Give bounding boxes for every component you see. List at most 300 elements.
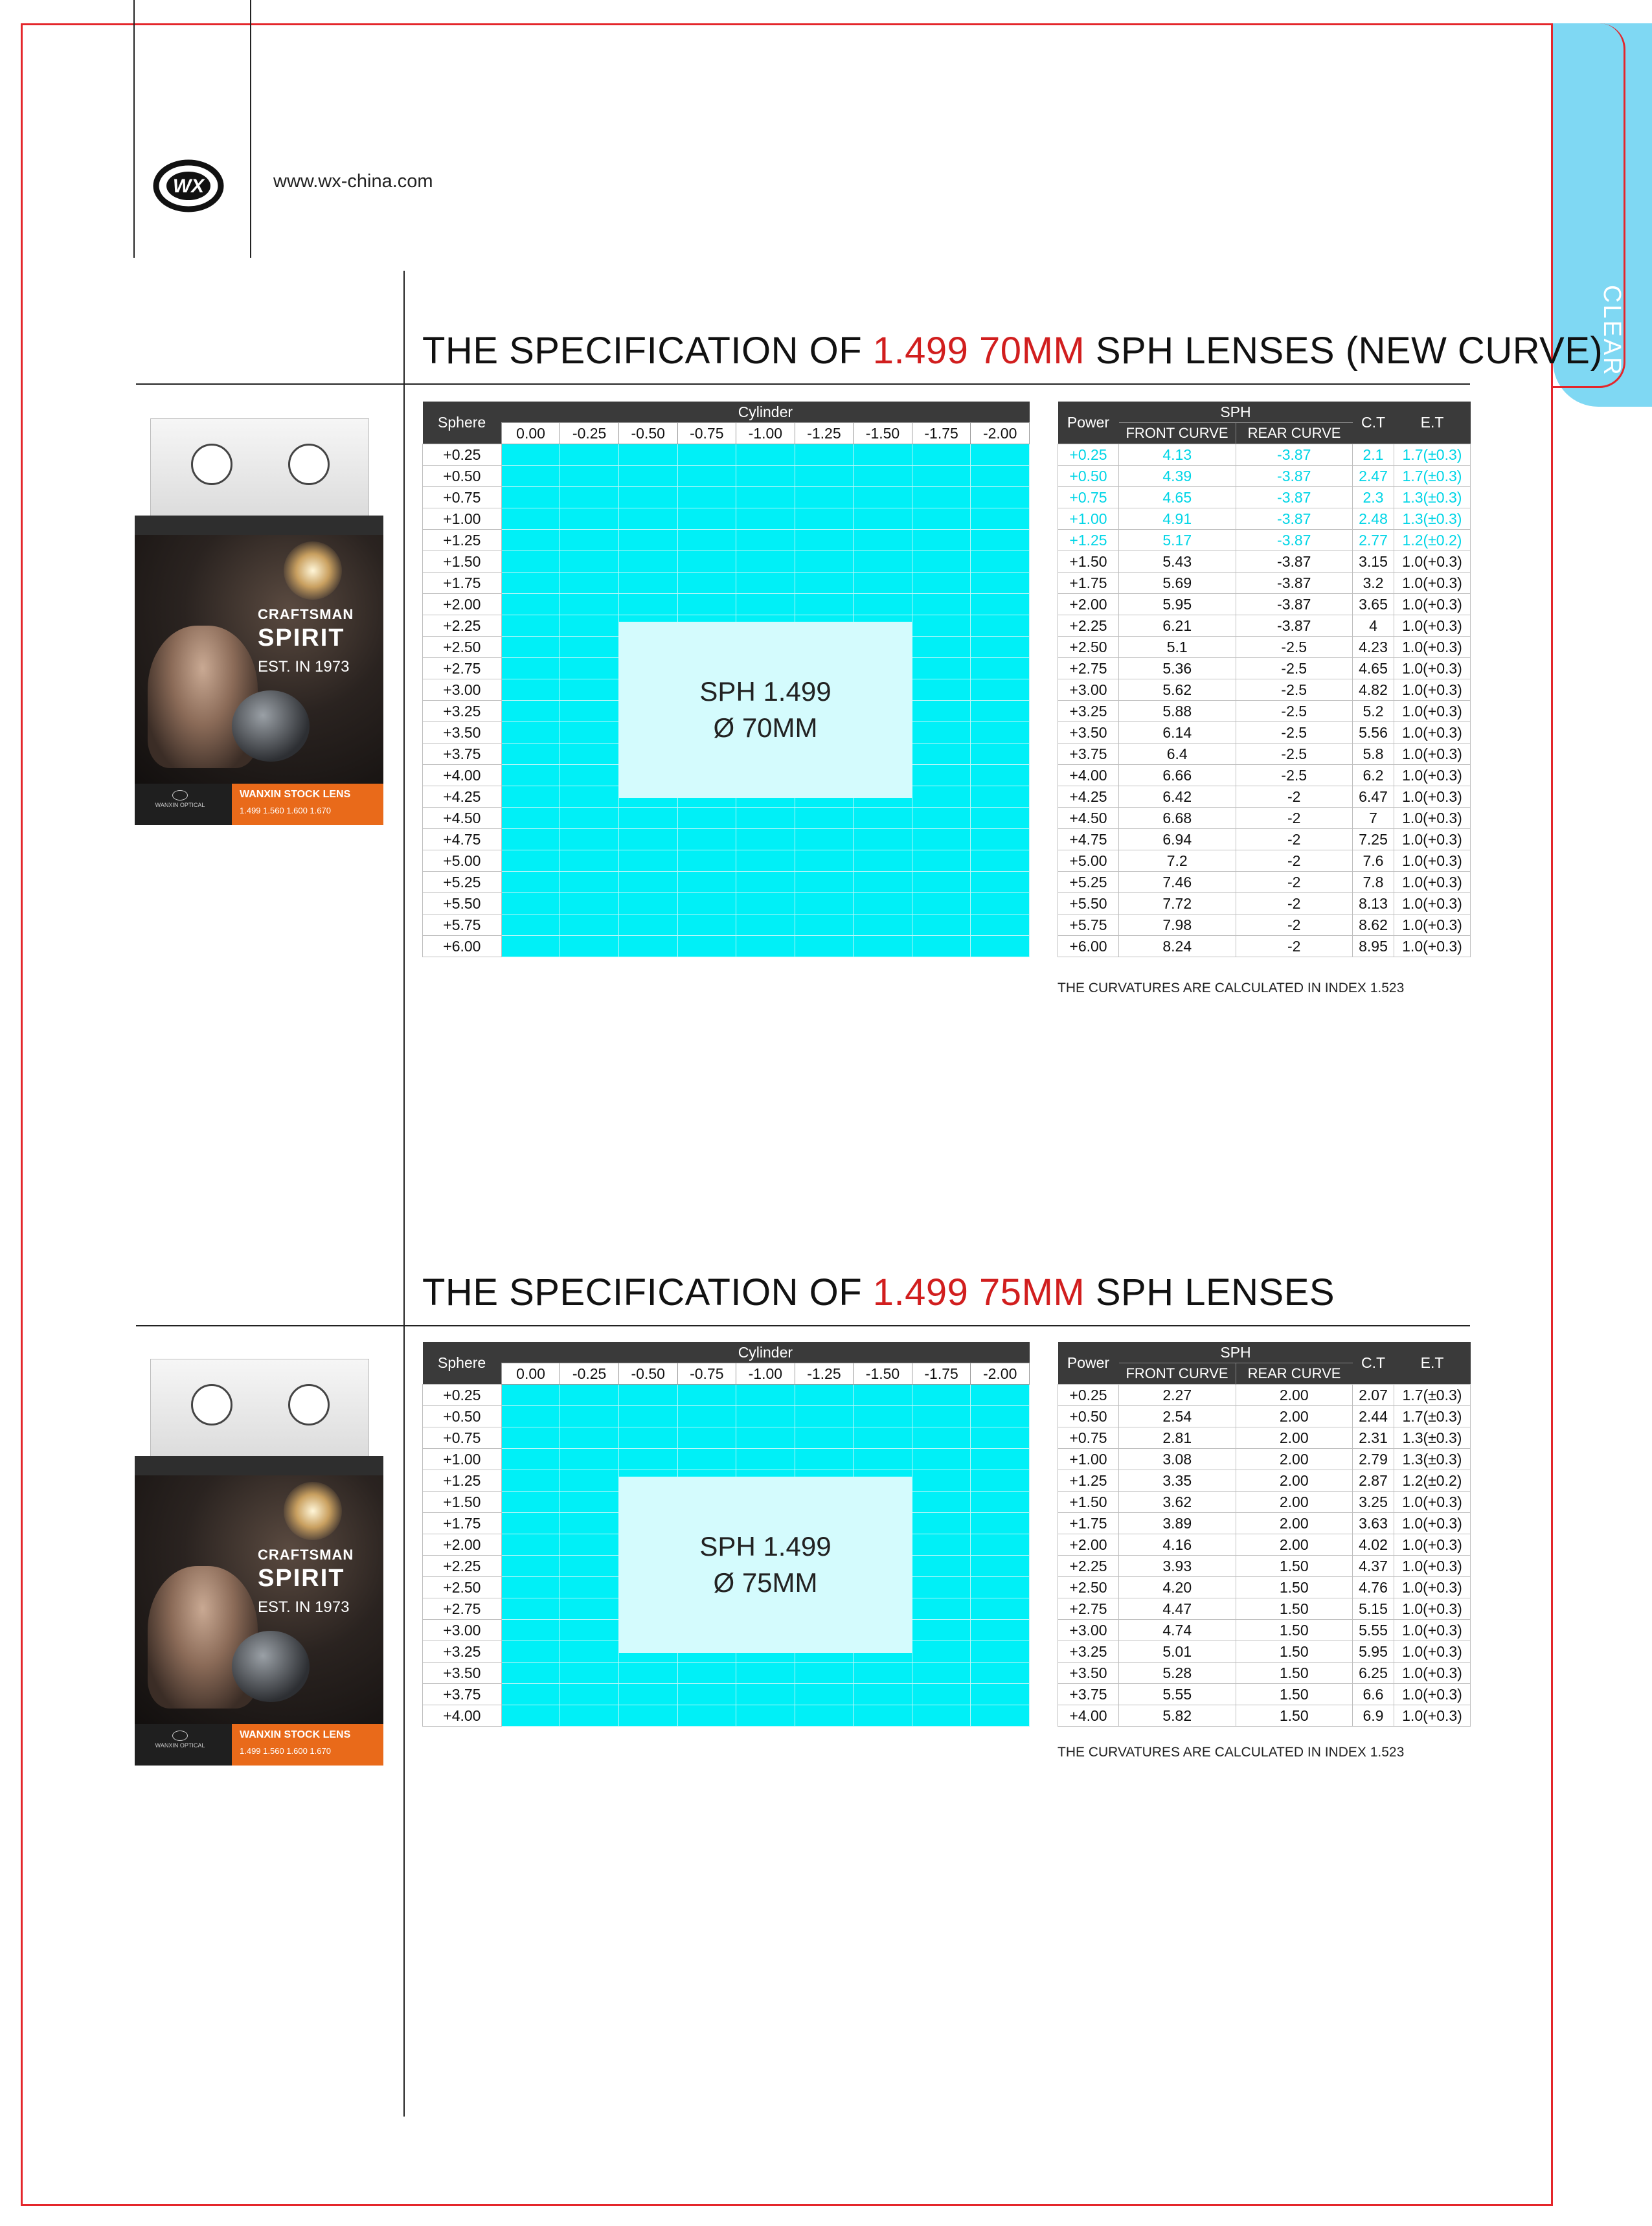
package-hanger: [150, 418, 369, 516]
sphere-value: +4.00: [423, 765, 502, 786]
availability-cell: [618, 444, 677, 466]
et-value: 1.0(+0.3): [1394, 786, 1471, 808]
availability-cell: [501, 1427, 560, 1449]
availability-cell: [795, 551, 854, 573]
availability-cell: [912, 1492, 971, 1513]
availability-cell: [971, 786, 1030, 808]
availability-cell: [560, 487, 619, 508]
cylinder-value: -1.00: [736, 423, 795, 444]
availability-cell: [971, 1470, 1030, 1492]
availability-cell: [912, 679, 971, 701]
ct-value: 5.55: [1353, 1620, 1394, 1641]
availability-cell: [560, 551, 619, 573]
availability-cell: [912, 893, 971, 914]
et-value: 1.0(+0.3): [1394, 1598, 1471, 1620]
power-row: [1058, 1449, 1471, 1470]
power-value: +0.50: [1058, 1406, 1119, 1427]
availability-cell: [971, 1577, 1030, 1598]
power-row: [1058, 1406, 1471, 1427]
sphere-row: [423, 487, 1030, 508]
rear-curve-header: REAR CURVE: [1236, 423, 1353, 444]
sphere-value: +4.25: [423, 786, 502, 808]
et-value: 1.0(+0.3): [1394, 829, 1471, 850]
availability-cell: [560, 1684, 619, 1705]
power-row: [1058, 444, 1471, 466]
availability-cell: [618, 829, 677, 850]
divider-line: [403, 271, 405, 2117]
availability-cell: [501, 573, 560, 594]
sphere-row: [423, 508, 1030, 530]
rear-curve-value: -2: [1236, 914, 1353, 936]
sphere-value: +3.75: [423, 744, 502, 765]
power-row: [1058, 508, 1471, 530]
availability-cell: [736, 508, 795, 530]
availability-cell: [501, 1470, 560, 1492]
availability-cell: [971, 765, 1030, 786]
cylinder-value: -1.00: [736, 1363, 795, 1385]
availability-cell: [912, 1406, 971, 1427]
rear-curve-value: -2.5: [1236, 722, 1353, 744]
availability-cell: [971, 1427, 1030, 1449]
power-value: +1.50: [1058, 551, 1119, 573]
availability-cell: [854, 1705, 912, 1727]
availability-cell: [501, 1449, 560, 1470]
availability-cell: [560, 679, 619, 701]
hanger-hole: [288, 1384, 330, 1425]
availability-cell: [795, 1663, 854, 1684]
availability-cell: [971, 808, 1030, 829]
rear-curve-value: -2: [1236, 829, 1353, 850]
availability-cell: [736, 551, 795, 573]
availability-cell: [560, 444, 619, 466]
power-row: [1058, 1556, 1471, 1577]
availability-cell: [618, 594, 677, 615]
availability-cell: [854, 1684, 912, 1705]
availability-cell: [560, 744, 619, 765]
package-shoulder: [135, 1456, 383, 1475]
availability-cell: [854, 530, 912, 551]
availability-cell: [912, 466, 971, 487]
sphere-value: +1.25: [423, 1470, 502, 1492]
availability-cell: [912, 1534, 971, 1556]
availability-cell: [501, 722, 560, 744]
availability-cell: [501, 744, 560, 765]
rear-curve-value: 1.50: [1236, 1705, 1353, 1727]
availability-cell: [854, 893, 912, 914]
availability-cell: [677, 872, 736, 893]
logo-text: WX: [172, 176, 205, 197]
sphere-value: +3.75: [423, 1684, 502, 1705]
availability-cell: [795, 914, 854, 936]
rear-curve-value: -3.87: [1236, 530, 1353, 551]
ct-value: 3.25: [1353, 1492, 1394, 1513]
power-value: +5.75: [1058, 914, 1119, 936]
power-value: +2.75: [1058, 1598, 1119, 1620]
power-row: [1058, 914, 1471, 936]
et-value: 1.0(+0.3): [1394, 1641, 1471, 1663]
availability-cell: [560, 1449, 619, 1470]
availability-cell: [560, 1470, 619, 1492]
rear-curve-value: -2.5: [1236, 637, 1353, 658]
availability-cell: [736, 1684, 795, 1705]
availability-cell: [560, 1556, 619, 1577]
availability-cell: [736, 1427, 795, 1449]
front-curve-value: 6.66: [1119, 765, 1236, 786]
sphere-row: [423, 444, 1030, 466]
availability-cell: [560, 1385, 619, 1406]
front-curve-value: 4.20: [1119, 1577, 1236, 1598]
section2-rule: [136, 1325, 1470, 1326]
frame-bottom-line: [21, 2204, 1553, 2206]
rear-curve-value: -3.87: [1236, 508, 1353, 530]
availability-cell: [501, 444, 560, 466]
ct-value: 3.2: [1353, 573, 1394, 594]
front-curve-value: 5.55: [1119, 1684, 1236, 1705]
rear-curve-value: 1.50: [1236, 1598, 1353, 1620]
availability-cell: [736, 829, 795, 850]
sphere-row: [423, 1449, 1030, 1470]
availability-cell: [501, 1705, 560, 1727]
et-value: 1.0(+0.3): [1394, 701, 1471, 722]
rear-curve-value: 2.00: [1236, 1449, 1353, 1470]
availability-cell: [677, 808, 736, 829]
overlay-text: SPH 1.499: [699, 676, 832, 707]
availability-cell: [560, 850, 619, 872]
availability-cell: [854, 466, 912, 487]
rear-curve-value: -2.5: [1236, 744, 1353, 765]
cylinder-values-row: [423, 1363, 1030, 1385]
availability-cell: [795, 594, 854, 615]
sphere-value: +1.50: [423, 551, 502, 573]
availability-cell: [501, 893, 560, 914]
availability-cell: [677, 893, 736, 914]
power-row: [1058, 1598, 1471, 1620]
et-value: 1.0(+0.3): [1394, 1513, 1471, 1534]
availability-cell: [736, 893, 795, 914]
package-indices: 1.499 1.560 1.600 1.670: [240, 806, 331, 815]
availability-cell: [912, 829, 971, 850]
availability-cell: [854, 1427, 912, 1449]
availability-cell: [560, 1427, 619, 1449]
front-curve-value: 2.54: [1119, 1406, 1236, 1427]
front-curve-value: 6.14: [1119, 722, 1236, 744]
availability-cell: [854, 444, 912, 466]
availability-cell: [501, 615, 560, 637]
availability-cell: [736, 1406, 795, 1427]
power-row: [1058, 1663, 1471, 1684]
rear-curve-value: -3.87: [1236, 466, 1353, 487]
availability-cell: [677, 829, 736, 850]
power-row: [1058, 1577, 1471, 1598]
sphere-value: +5.50: [423, 893, 502, 914]
package-photo: [135, 535, 383, 784]
cylinder-value: -1.25: [795, 1363, 854, 1385]
ct-value: 4.37: [1353, 1556, 1394, 1577]
power-value: +0.75: [1058, 1427, 1119, 1449]
lamp-light: [284, 541, 342, 600]
power-row: [1058, 573, 1471, 594]
power-value: +1.75: [1058, 573, 1119, 594]
ct-value: 2.1: [1353, 444, 1394, 466]
cylinder-value: -1.50: [854, 1363, 912, 1385]
cylinder-value: -0.50: [618, 423, 677, 444]
sphere-value: +1.25: [423, 530, 502, 551]
package-indices: 1.499 1.560 1.600 1.670: [240, 1746, 331, 1756]
ct-value: 2.3: [1353, 487, 1394, 508]
availability-cell: [971, 829, 1030, 850]
power-row: [1058, 829, 1471, 850]
sph-range-overlay: [618, 622, 912, 798]
availability-cell: [560, 466, 619, 487]
power-value: +2.25: [1058, 1556, 1119, 1577]
availability-cell: [560, 637, 619, 658]
availability-cell: [854, 487, 912, 508]
availability-cell: [736, 850, 795, 872]
package-footer: [135, 1724, 383, 1766]
availability-cell: [854, 829, 912, 850]
availability-cell: [560, 872, 619, 893]
power-row: [1058, 487, 1471, 508]
rear-curve-value: -2: [1236, 850, 1353, 872]
rear-curve-value: -3.87: [1236, 594, 1353, 615]
availability-cell: [677, 1427, 736, 1449]
mini-logo-icon: [172, 1731, 188, 1741]
sphere-row: [423, 1684, 1030, 1705]
front-curve-value: 6.94: [1119, 829, 1236, 850]
availability-cell: [971, 637, 1030, 658]
availability-cell: [971, 744, 1030, 765]
availability-cell: [854, 1663, 912, 1684]
availability-cell: [912, 765, 971, 786]
availability-cell: [971, 615, 1030, 637]
power-header: Power: [1058, 402, 1119, 444]
et-value: 1.0(+0.3): [1394, 808, 1471, 829]
availability-cell: [618, 808, 677, 829]
availability-cell: [736, 594, 795, 615]
availability-cell: [677, 487, 736, 508]
sph-header: SPH: [1119, 1342, 1353, 1363]
sphere-row: [423, 573, 1030, 594]
front-curve-value: 4.13: [1119, 444, 1236, 466]
website-url[interactable]: www.wx-china.com: [273, 171, 433, 192]
availability-cell: [736, 530, 795, 551]
availability-cell: [677, 466, 736, 487]
lens-package-image: [135, 1359, 383, 1766]
availability-cell: [736, 1449, 795, 1470]
ct-value: 3.63: [1353, 1513, 1394, 1534]
sphere-row: [423, 1663, 1030, 1684]
et-value: 1.0(+0.3): [1394, 1577, 1471, 1598]
rear-curve-value: -2: [1236, 872, 1353, 893]
package-footer: [135, 784, 383, 825]
availability-cell: [912, 1556, 971, 1577]
rear-curve-value: 2.00: [1236, 1427, 1353, 1449]
power-row: [1058, 701, 1471, 722]
front-curve-value: 6.68: [1119, 808, 1236, 829]
availability-cell: [677, 1663, 736, 1684]
sphere-value: +0.50: [423, 466, 502, 487]
sphere-value: +6.00: [423, 936, 502, 957]
sphere-value: +3.00: [423, 679, 502, 701]
power-value: +1.00: [1058, 508, 1119, 530]
availability-cell: [560, 508, 619, 530]
power-value: +3.50: [1058, 1663, 1119, 1684]
et-value: 1.0(+0.3): [1394, 615, 1471, 637]
rear-curve-value: -3.87: [1236, 615, 1353, 637]
sphere-value: +1.00: [423, 1449, 502, 1470]
availability-cell: [501, 679, 560, 701]
availability-cell: [971, 1705, 1030, 1727]
ct-value: 6.47: [1353, 786, 1394, 808]
availability-cell: [795, 1385, 854, 1406]
rear-curve-value: -3.87: [1236, 487, 1353, 508]
lamp-light: [284, 1482, 342, 1540]
power-value: +4.25: [1058, 786, 1119, 808]
ct-header: C.T: [1353, 402, 1394, 444]
availability-cell: [912, 1577, 971, 1598]
availability-cell: [912, 722, 971, 744]
front-curve-value: 5.82: [1119, 1705, 1236, 1727]
availability-cell: [501, 829, 560, 850]
curvature-note: THE CURVATURES ARE CALCULATED IN INDEX 1.523: [1058, 981, 1405, 995]
sphere-row: [423, 893, 1030, 914]
et-value: 1.0(+0.3): [1394, 765, 1471, 786]
lens-package-image: [135, 418, 383, 825]
et-value: 1.0(+0.3): [1394, 744, 1471, 765]
availability-cell: [854, 551, 912, 573]
lens-shape: [232, 1631, 310, 1702]
availability-cell: [618, 1427, 677, 1449]
front-curve-value: 5.69: [1119, 573, 1236, 594]
availability-cell: [912, 1598, 971, 1620]
availability-cell: [854, 1385, 912, 1406]
availability-cell: [618, 1684, 677, 1705]
sphere-value: +1.75: [423, 573, 502, 594]
availability-cell: [560, 765, 619, 786]
availability-cell: [971, 1385, 1030, 1406]
front-curve-value: 4.65: [1119, 487, 1236, 508]
front-curve-value: 3.89: [1119, 1513, 1236, 1534]
overlay-text: SPH 1.499: [699, 1531, 832, 1562]
package-text: SPIRIT: [258, 1565, 345, 1592]
sphere-value: +3.25: [423, 701, 502, 722]
front-curve-value: 7.46: [1119, 872, 1236, 893]
power-row: [1058, 466, 1471, 487]
section1-rule: [136, 383, 1470, 385]
power-row: [1058, 786, 1471, 808]
front-curve-value: 3.62: [1119, 1492, 1236, 1513]
availability-cell: [618, 551, 677, 573]
rear-curve-value: -2.5: [1236, 765, 1353, 786]
power-row: [1058, 722, 1471, 744]
front-curve-header: FRONT CURVE: [1119, 1363, 1236, 1385]
package-text: SPIRIT: [258, 624, 345, 652]
sphere-value: +2.50: [423, 637, 502, 658]
rear-curve-value: 1.50: [1236, 1556, 1353, 1577]
power-value: +4.50: [1058, 808, 1119, 829]
front-curve-value: 7.72: [1119, 893, 1236, 914]
power-row: [1058, 1513, 1471, 1534]
et-value: 1.0(+0.3): [1394, 679, 1471, 701]
availability-cell: [795, 1449, 854, 1470]
availability-cell: [677, 1406, 736, 1427]
availability-cell: [501, 786, 560, 808]
availability-cell: [971, 508, 1030, 530]
title-text: SPH LENSES: [1085, 1271, 1335, 1313]
package-text: CRAFTSMAN: [258, 1547, 354, 1563]
sphere-value: +2.75: [423, 658, 502, 679]
power-body: [1058, 444, 1471, 957]
power-value: +1.25: [1058, 1470, 1119, 1492]
power-value: +3.00: [1058, 679, 1119, 701]
availability-cell: [677, 551, 736, 573]
front-curve-value: 5.17: [1119, 530, 1236, 551]
availability-cell: [971, 1492, 1030, 1513]
ct-value: 8.95: [1353, 936, 1394, 957]
sphere-value: +3.25: [423, 1641, 502, 1663]
availability-cell: [971, 444, 1030, 466]
availability-cell: [795, 444, 854, 466]
availability-cell: [560, 1620, 619, 1641]
ct-value: 8.62: [1353, 914, 1394, 936]
ct-value: 6.25: [1353, 1663, 1394, 1684]
power-row: [1058, 1641, 1471, 1663]
power-row: [1058, 594, 1471, 615]
availability-cell: [736, 466, 795, 487]
front-curve-value: 5.28: [1119, 1663, 1236, 1684]
power-row: [1058, 893, 1471, 914]
ct-value: 3.65: [1353, 594, 1394, 615]
sphere-row: [423, 594, 1030, 615]
et-value: 1.0(+0.3): [1394, 1620, 1471, 1641]
availability-cell: [854, 573, 912, 594]
availability-cell: [501, 658, 560, 679]
power-value: +2.50: [1058, 637, 1119, 658]
front-curve-value: 6.4: [1119, 744, 1236, 765]
front-curve-value: 3.93: [1119, 1556, 1236, 1577]
availability-cell: [618, 466, 677, 487]
ct-value: 2.79: [1353, 1449, 1394, 1470]
et-value: 1.3(±0.3): [1394, 1427, 1471, 1449]
cylinder-value: 0.00: [501, 423, 560, 444]
availability-cell: [854, 1449, 912, 1470]
et-value: 1.0(+0.3): [1394, 1663, 1471, 1684]
power-value: +1.00: [1058, 1449, 1119, 1470]
sphere-row: [423, 872, 1030, 893]
rear-curve-value: 2.00: [1236, 1513, 1353, 1534]
availability-cell: [854, 850, 912, 872]
availability-cell: [618, 1385, 677, 1406]
ct-value: 6.2: [1353, 765, 1394, 786]
power-row: [1058, 1620, 1471, 1641]
availability-cell: [560, 1705, 619, 1727]
et-value: 1.0(+0.3): [1394, 637, 1471, 658]
power-row: [1058, 615, 1471, 637]
power-row: [1058, 1492, 1471, 1513]
availability-cell: [971, 1449, 1030, 1470]
availability-cell: [677, 914, 736, 936]
front-curve-value: 5.43: [1119, 551, 1236, 573]
availability-cell: [971, 530, 1030, 551]
front-curve-value: 7.2: [1119, 850, 1236, 872]
availability-cell: [560, 573, 619, 594]
availability-cell: [736, 1705, 795, 1727]
sphere-value: +0.75: [423, 487, 502, 508]
front-curve-value: 5.1: [1119, 637, 1236, 658]
availability-cell: [971, 1556, 1030, 1577]
sphere-row: [423, 1427, 1030, 1449]
power-value: +1.75: [1058, 1513, 1119, 1534]
